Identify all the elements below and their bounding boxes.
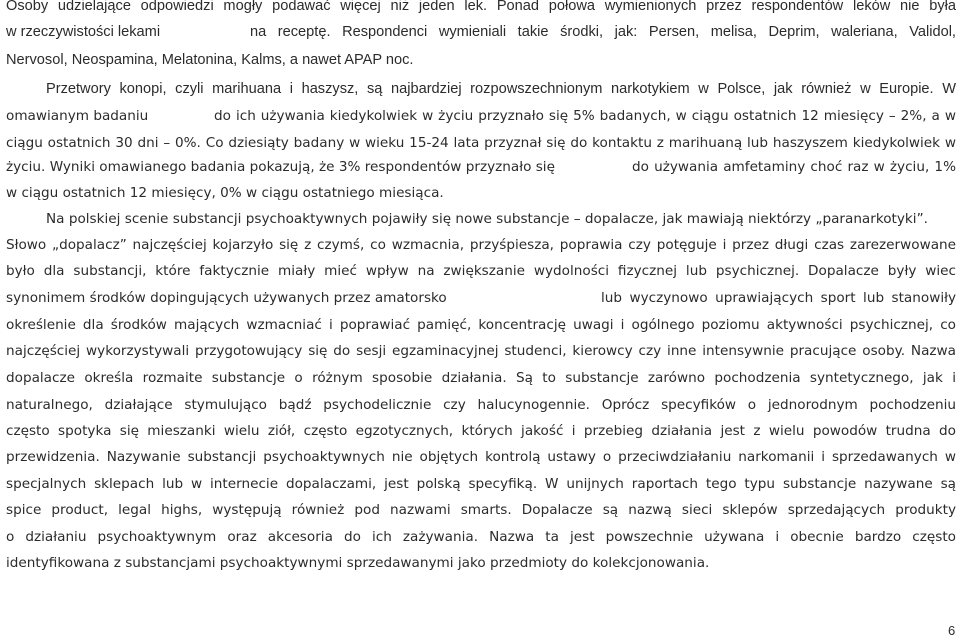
text-line: określenie dla środków mających wzmacniać i poprawiać pamięć, koncentrację uwagi i ogólnego poziomu aktywności psychicznej, co [6,317,956,333]
text-line: specjalnych sklepach lub w internecie dopalaczami, jest polską specyfiką. W unijnych raportach tego typu substancje nazywane są [6,476,956,492]
text-line [6,20,956,44]
text-segment: do używania amfetaminy choć raz w życiu, 1% [632,159,956,175]
text-segment: do ich używania kiedykolwiek w życiu przyznało się 5% badanych, w ciągu ostatnich 12 miesięcy – 2%, a w [214,108,956,124]
page-number: 6 [948,623,956,638]
text-line: spice product, legal highs, występują również pod nazwami smarts. Dopalacze są nazwą sieci sklepów sprzedających produkty [6,502,956,518]
text-line [6,286,956,310]
text-line: ciągu ostatnich 30 dni – 0%. Co dziesiąty badany w wieku 15-24 lata przyznał się do kontaktu z marihuaną lub haszyszem kiedykolwiek w [6,135,956,151]
text-line: Przetwory konopi, czyli marihuana i haszysz, są najbardziej rozpowszechnionym narkotykiem w Polsce, jak również w Europie. W [46,81,956,97]
text-line: Słowo „dopalacz” najczęściej kojarzyło się z czymś, co wzmacnia, przyśpiesza, poprawia czy potęguje i przez długi czas zarezerwowane [6,237,956,253]
text-line: najczęściej wykorzystywali przygotowujący się do sesji egzaminacyjnej studenci, kierowcy czy inne intensywnie pracujące osoby. Nazwa [6,343,956,359]
text-line: przewidzenia. Nazywanie substancji psychoaktywnych nie objętych kontrolą ustawy o przeciwdziałaniu narkomanii i sprzedawanych w [6,449,956,465]
text-line: w ciągu ostatnich 12 miesięcy, 0% w ciągu ostatniego miesiąca. [6,185,444,201]
text-line: Nervosol, Neospamina, Melatonina, Kalms, a nawet APAP noc. [6,52,414,68]
text-line: identyfikowana z substancjami psychoaktywnymi sprzedawanymi jako przedmioty do kolekcjonowania. [6,555,710,571]
text-line: Osoby udzielające odpowiedzi mogły podawać więcej niż jeden lek. Ponad połowa wymienionych przez respondentów leków nie była [6,0,956,14]
text-segment: na receptę. Respondenci wymieniali takie środki, jak: Persen, melisa, Deprim, waleriana, Validol, [250,24,956,40]
text-segment: w rzeczywistości lekami [6,24,161,40]
text-line [6,155,956,179]
text-line [6,104,956,128]
text-line: często spotyka się mieszanki wielu ziół, często egzotycznych, których jakość i przebieg działania jest z wielu powodów trudna do [6,423,956,439]
text-segment: synonimem środków dopingujących używanych przez amatorsko [6,290,447,306]
text-line: o działaniu psychoaktywnym oraz akcesoria do ich zażywania. Nazwa ta jest powszechnie używana i obecnie bardzo często [6,529,956,545]
text-segment: lub wyczynowo uprawiających sport lub stanowiły [601,290,956,306]
text-line: naturalnego, działające stymulująco bądź psychodelicznie czy halucynogennie. Oprócz specyfików o jednorodnym pochodzeniu [6,397,956,413]
text-segment: omawianym badaniu [6,108,149,124]
text-line: było dla substancji, które faktycznie miały mieć wpływ na zwiększanie wydolności fizycznej lub psychicznej. Dopalacze były wiec [6,263,956,279]
text-line: Na polskiej scenie substancji psychoaktywnych pojawiły się nowe substancje – dopalacze, jak mawiają niektórzy „paranarkotyki”. [46,211,928,227]
text-segment: życiu. Wyniki omawianego badania pokazują, że 3% respondentów przyznało się [6,159,555,175]
text-line: dopalacze określa rozmaite substancje o różnym sposobie działania. Są to substancje zarówno pochodzenia syntetycznego, jak i [6,370,956,386]
